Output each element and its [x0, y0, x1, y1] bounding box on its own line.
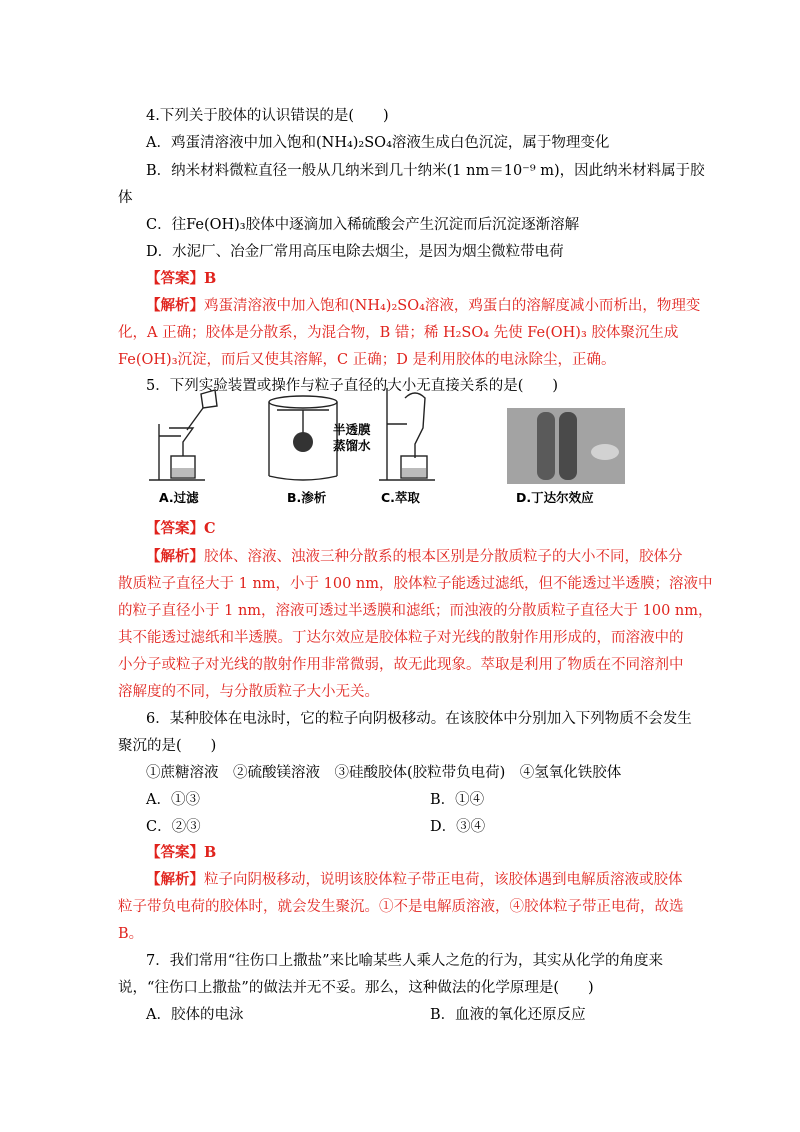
q5-analysis-line4: 其不能透过滤纸和半透膜。丁达尔效应是胶体粒子对光线的散射作用形成的，而溶液中的 [118, 630, 684, 646]
analysis-text: 鸡蛋清溶液中加入饱和(NH₄)₂SO₄溶液，鸡蛋白的溶解度减小而析出，物理变 [204, 298, 701, 314]
q4-option-a: A．鸡蛋清溶液中加入饱和(NH₄)₂SO₄溶液生成白色沉淀，属于物理变化 [146, 135, 610, 151]
answer-value: B [204, 844, 217, 861]
dialysis-apparatus-illustration [263, 384, 343, 484]
caption-b: B.渗析 [287, 490, 327, 505]
q5-analysis-line3: 的粒子直径小于 1 nm，溶液可透过半透膜和滤纸；而浊液的分散质粒子直径大于 100 nm， [118, 603, 713, 619]
label-distilled-water: 蒸馏水 [333, 438, 371, 453]
q4-analysis-line3: Fe(OH)₃沉淀，而后又使其溶解，C 正确；D 是利用胶体的电泳除尘，正确。 [118, 352, 616, 368]
q7-stem-line1: 7．我们常用“往伤口上撒盐”来比喻某些人乘人之危的行为，其实从化学的角度来 [146, 953, 664, 969]
filtration-apparatus-illustration [145, 384, 225, 484]
answer-label: 【答案】 [146, 520, 204, 537]
q5-analysis-line6: 溶解度的不同，与分散质粒子大小无关。 [118, 684, 379, 700]
caption-c: C.萃取 [381, 490, 420, 505]
q5-stem: 5．下列实验装置或操作与粒子直径的大小无直接关系的是( ) [146, 378, 559, 394]
q6-stem-line2: 聚沉的是( ) [118, 738, 217, 754]
answer-value: C [204, 520, 216, 537]
q5-answer [146, 519, 216, 539]
answer-label: 【答案】 [146, 270, 204, 287]
q6-option-d: D．③④ [430, 819, 486, 835]
q6-analysis-line1 [146, 870, 683, 890]
q4-analysis-line1 [146, 296, 700, 316]
q6-analysis-line3: B。 [118, 926, 144, 942]
caption-a: A.过滤 [159, 490, 199, 505]
q4-answer [146, 269, 216, 289]
q4-option-c: C．往Fe(OH)₃胶体中逐滴加入稀硫酸会产生沉淀而后沉淀逐渐溶解 [146, 217, 580, 233]
q4-analysis-line2: 化，A 正确；胶体是分散系，为混合物，B 错；稀 H₂SO₄ 先使 Fe(OH)₃ 胶体聚沉生成 [118, 325, 679, 341]
analysis-text: 胶体、溶液、浊液三种分散系的根本区别是分散质粒子的大小不同，胶体分 [204, 549, 683, 565]
q7-stem-line2: 说，“往伤口上撒盐”的做法并无不妥。那么，这种做法的化学原理是( ) [118, 980, 594, 996]
q7-option-b: B．血液的氧化还原反应 [430, 1007, 586, 1023]
analysis-text: 粒子向阴极移动，说明该胶体粒子带正电荷，该胶体遇到电解质溶液或胶体 [204, 872, 683, 888]
q6-stem-line1: 6．某种胶体在电泳时，它的粒子向阴极移动。在该胶体中分别加入下列物质不会发生 [146, 711, 692, 727]
analysis-label: 【解析】 [146, 871, 204, 888]
q6-option-b: B．①④ [430, 792, 485, 808]
label-semipermeable-membrane: 半透膜 [333, 422, 371, 437]
caption-d: D.丁达尔效应 [516, 490, 594, 505]
answer-label: 【答案】 [146, 844, 204, 861]
q7-option-a: A．胶体的电泳 [146, 1007, 244, 1023]
q5-analysis-line5: 小分子或粒子对光线的散射作用非常微弱，故无此现象。萃取是利用了物质在不同溶剂中 [118, 657, 684, 673]
q4-stem: 4.下列关于胶体的认识错误的是( ) [146, 108, 389, 124]
q6-option-c: C．②③ [146, 819, 201, 835]
q5-analysis-line2: 散质粒子直径大于 1 nm，小于 100 nm，胶体粒子能透过滤纸，但不能透过半透膜；溶液中 [118, 576, 713, 592]
tyndall-effect-photo [507, 408, 625, 484]
q5-analysis-line1 [146, 547, 683, 567]
q6-answer [146, 843, 216, 863]
q4-option-b-line2: 体 [118, 190, 133, 206]
q6-option-a: A．①③ [146, 792, 200, 808]
answer-value: B [204, 270, 217, 287]
q6-items: ①蔗糖溶液 ②硫酸镁溶液 ③硅酸胶体(胶粒带负电荷) ④氢氧化铁胶体 [146, 765, 622, 781]
analysis-label: 【解析】 [146, 297, 204, 314]
extraction-apparatus-illustration [377, 384, 447, 484]
q5-apparatus-figures [145, 384, 665, 510]
q4-option-d: D．水泥厂、冶金厂常用高压电除去烟尘，是因为烟尘微粒带电荷 [146, 244, 564, 260]
q6-analysis-line2: 粒子带负电荷的胶体时，就会发生聚沉。①不是电解质溶液，④胶体粒子带正电荷，故选 [118, 899, 684, 915]
q4-option-b-line1: B．纳米材料微粒直径一般从几纳米到几十纳米(1 nm＝10⁻⁹ m)，因此纳米材料属于胶 [146, 163, 705, 179]
analysis-label: 【解析】 [146, 548, 204, 565]
